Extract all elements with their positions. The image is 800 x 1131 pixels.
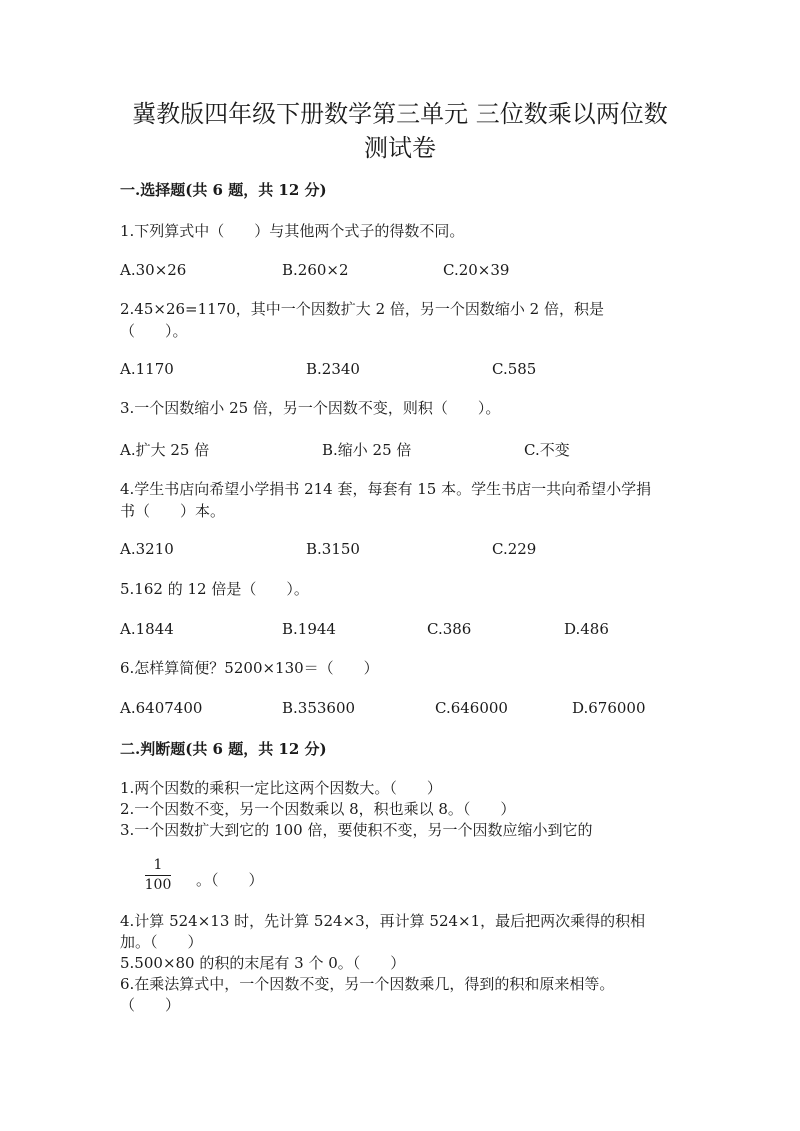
question-text-cont: （ ）。	[120, 322, 188, 340]
fraction-bar	[145, 875, 171, 876]
option-c: C.386	[427, 620, 472, 638]
judgment-item-4: 4.计算 524×13 时，先计算 524×3，再计算 524×1，最后把两次乘得的积相	[120, 912, 646, 930]
option-a: A.6407400	[120, 699, 203, 717]
question-text: 1.下列算式中（ ）与其他两个式子的得数不同。	[120, 222, 465, 240]
question-3	[120, 397, 690, 419]
fraction-one-hundredth	[143, 857, 173, 893]
question-text: 6.怎样算简便？5200×130＝（ ）	[120, 659, 379, 677]
judgment-item-5: 5.500×80 的积的末尾有 3 个 0。（ ）	[120, 954, 406, 972]
section-heading-choice: 一.选择题(共 6 题，共 12 分)	[120, 181, 327, 199]
judgment-item-3-blank: 。（ ）	[196, 871, 264, 889]
option-b: B.2340	[306, 360, 360, 378]
page-title: 冀教版四年级下册数学第三单元 三位数乘以两位数	[132, 100, 668, 128]
question-4	[120, 478, 690, 522]
question-2	[120, 298, 690, 342]
option-a: A.1170	[120, 360, 174, 378]
option-c: C.不变	[524, 441, 570, 459]
option-b: B.缩小 25 倍	[322, 441, 412, 459]
option-d: D.676000	[572, 699, 646, 717]
question-6	[120, 657, 690, 679]
option-b: B.1944	[282, 620, 336, 638]
judgment-item-6: 6.在乘法算式中，一个因数不变，另一个因数乘几，得到的积和原来相等。	[120, 975, 615, 993]
fraction-numerator: 1	[153, 857, 163, 873]
option-b: B.3150	[306, 540, 360, 558]
option-d: D.486	[564, 620, 609, 638]
option-c: C.585	[492, 360, 537, 378]
question-1	[120, 220, 690, 242]
option-a: A.3210	[120, 540, 174, 558]
question-text: 4.学生书店向希望小学捐书 214 套，每套有 15 本。学生书店一共向希望小学捐	[120, 480, 652, 498]
question-text: 5.162 的 12 倍是（ ）。	[120, 580, 309, 598]
option-b: B.260×2	[282, 261, 349, 279]
option-c: C.229	[492, 540, 537, 558]
judgment-item-1: 1.两个因数的乘积一定比这两个因数大。（ ）	[120, 779, 442, 797]
option-a: A.30×26	[120, 261, 187, 279]
option-c: C.20×39	[443, 261, 510, 279]
question-text: 3.一个因数缩小 25 倍，另一个因数不变，则积（ ）。	[120, 399, 501, 417]
question-text: 2.45×26=1170，其中一个因数扩大 2 倍，另一个因数缩小 2 倍，积是	[120, 300, 604, 318]
question-text-cont: 书（ ）本。	[120, 502, 226, 520]
question-5	[120, 578, 690, 600]
section-heading-judgment: 二.判断题(共 6 题，共 12 分)	[120, 740, 327, 758]
option-a: A.1844	[120, 620, 174, 638]
page-title-line2: 测试卷	[364, 134, 436, 162]
fraction-denominator: 100	[144, 877, 172, 893]
judgment-item-4-cont: 加。（ ）	[120, 933, 203, 951]
judgment-item-3: 3.一个因数扩大到它的 100 倍，要使积不变，另一个因数应缩小到它的	[120, 821, 593, 839]
option-b: B.353600	[282, 699, 356, 717]
option-a: A.扩大 25 倍	[120, 441, 210, 459]
judgment-item-2: 2.一个因数不变，另一个因数乘以 8，积也乘以 8。（ ）	[120, 800, 516, 818]
option-c: C.646000	[435, 699, 508, 717]
judgment-item-6-cont: （ ）	[120, 996, 181, 1014]
